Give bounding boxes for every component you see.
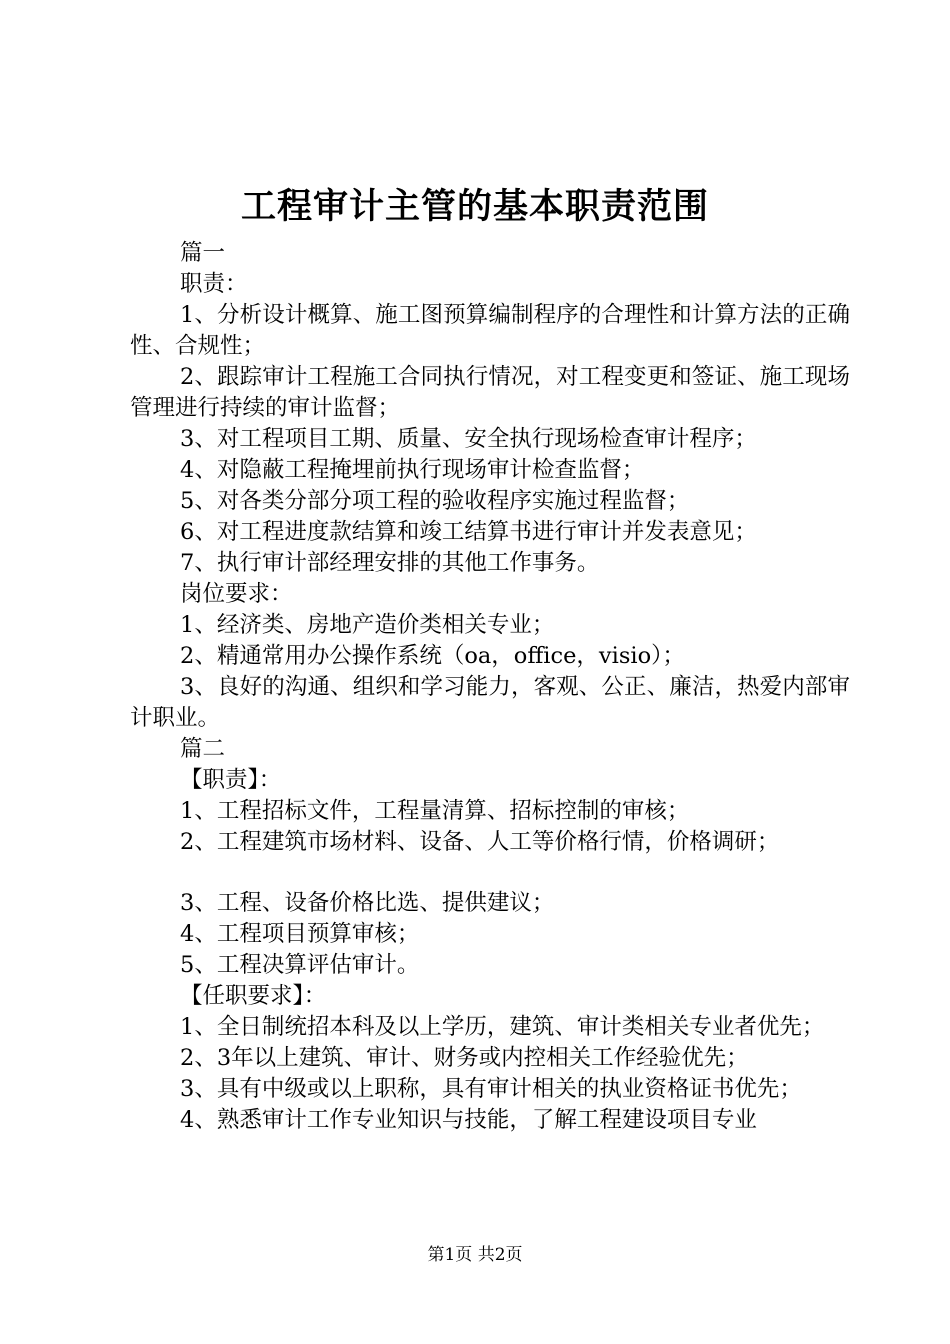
list-item: 4、对隐蔽工程掩埋前执行现场审计检查监督； xyxy=(180,457,645,483)
list-item: 5、工程决算评估审计。 xyxy=(180,952,420,978)
list-item: 6、对工程进度款结算和竣工结算书进行审计并发表意见； xyxy=(180,519,757,545)
list-item: 3、工程、设备价格比选、提供建议； xyxy=(180,890,555,916)
list-item: 3、具有中级或以上职称，具有审计相关的执业资格证书优先； xyxy=(180,1076,802,1102)
subsection-heading: 【职责】： xyxy=(180,767,282,793)
list-item: 2、精通常用办公操作系统（oa，office，visio）； xyxy=(180,643,685,669)
list-item: 4、熟悉审计工作专业知识与技能，了解工程建设项目专业 xyxy=(180,1107,757,1133)
list-item: 2、跟踪审计工程施工合同执行情况，对工程变更和签证、施工现场管理进行持续的审计监督； xyxy=(130,364,850,421)
subsection-heading: 职责： xyxy=(180,271,248,297)
list-item: 7、执行审计部经理安排的其他工作事务。 xyxy=(180,550,600,576)
list-item: 3、对工程项目工期、质量、安全执行现场检查审计程序； xyxy=(180,426,757,452)
list-item: 2、3年以上建筑、审计、财务或内控相关工作经验优先； xyxy=(180,1045,749,1071)
list-item: 1、分析设计概算、施工图预算编制程序的合理性和计算方法的正确性、合规性； xyxy=(130,302,850,359)
list-item: 2、工程建筑市场材料、设备、人工等价格行情，价格调研； xyxy=(180,829,780,855)
section-heading: 篇二 xyxy=(180,736,226,762)
document-title: 工程审计主管的基本职责范围 xyxy=(240,186,709,227)
subsection-heading: 岗位要求： xyxy=(180,581,293,607)
section-heading: 篇一 xyxy=(180,240,226,266)
document-body xyxy=(130,238,850,1136)
list-item: 4、工程项目预算审核； xyxy=(180,921,420,947)
page-number: 第1页 共2页 xyxy=(427,1245,523,1265)
list-item: 1、工程招标文件，工程量清算、招标控制的审核； xyxy=(180,798,690,824)
list-item: 5、对各类分部分项工程的验收程序实施过程监督； xyxy=(180,488,690,514)
list-item: 1、全日制统招本科及以上学历，建筑、审计类相关专业者优先； xyxy=(180,1014,825,1040)
subsection-heading: 【任职要求】： xyxy=(180,983,327,1009)
list-item: 1、经济类、房地产造价类相关专业； xyxy=(180,612,555,638)
list-item: 3、良好的沟通、组织和学习能力，客观、公正、廉洁，热爱内部审计职业。 xyxy=(130,674,850,731)
